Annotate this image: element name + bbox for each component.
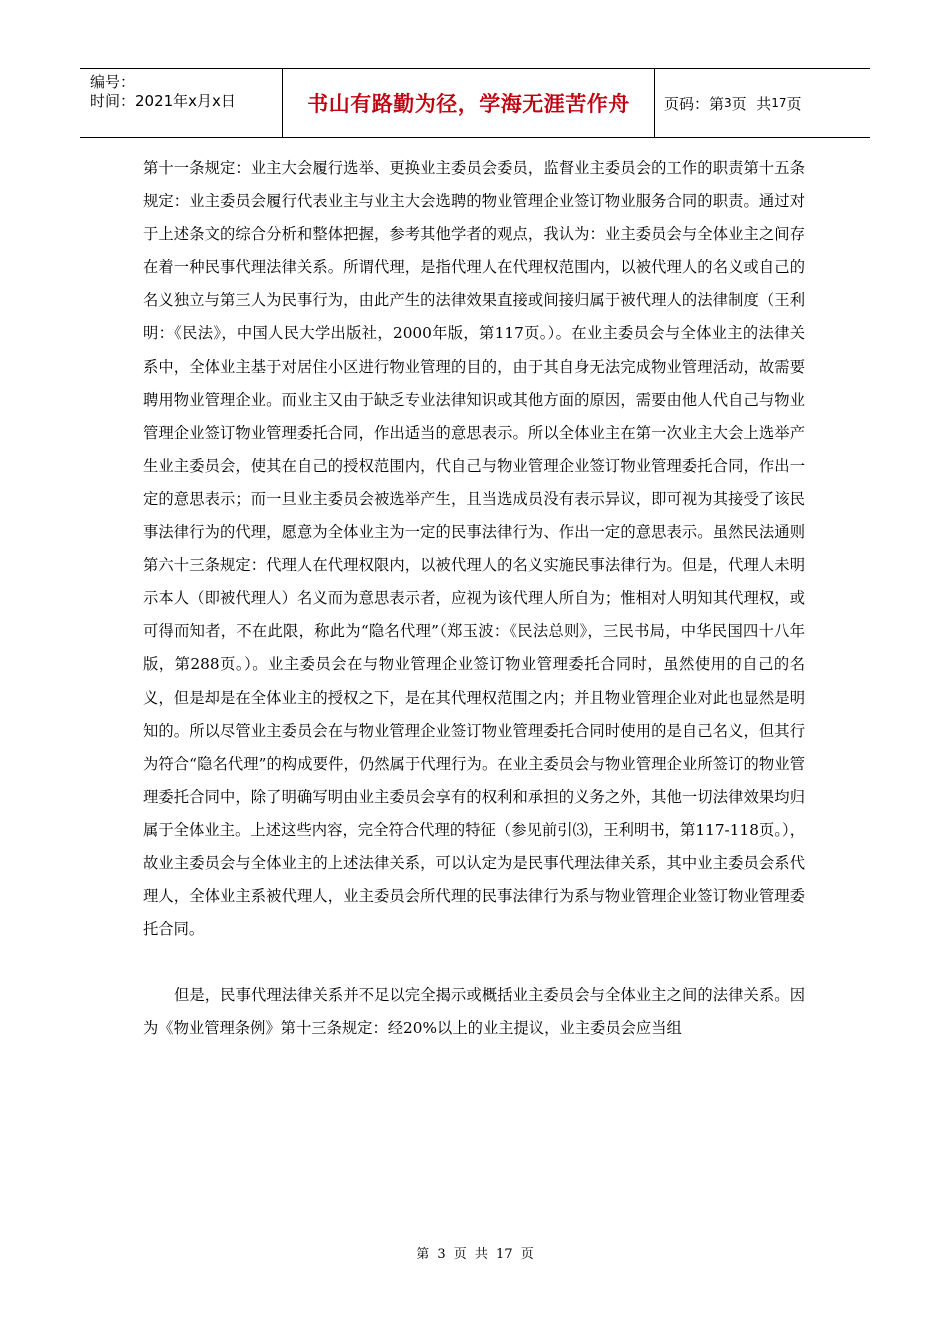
document-time-label: 时间：2021年x月x日: [90, 92, 236, 110]
page-header: [80, 68, 870, 138]
page-middle: 页 共: [731, 94, 772, 113]
page-prefix: 页码：第: [664, 94, 725, 113]
page-footer: 第 3 页 共 17 页: [416, 1247, 534, 1262]
page-total: 17: [771, 96, 787, 110]
header-info-cell: [80, 69, 282, 137]
page-suffix: 页: [786, 94, 802, 113]
document-body: [143, 152, 805, 1045]
page-current: 3: [724, 96, 732, 110]
header-motto: 书山有路勤为径，学海无涯苦作舟: [282, 69, 655, 137]
body-paragraph-1: 第十一条规定：业主大会履行选举、更换业主委员会委员，监督业主委员会的工作的职责第十五条规定：业主委员会履行代表业主与业主大会选聘的物业管理企业签订物业服务合同的职责。通过对于上述条文的综合分析和整体把握，参考其他学者的观点，我认为：业主委员会与全体业主之间存在着一种民事代理法律关系。所谓代理，是指代理人在代理权范围内，以被代理人的名义或自己的名义独立与第三人为民事行为，由此产生的法律效果直接或间接归属于被代理人的法律制度（王利明：《民法》，中国人民大学出版社，2000年版，第117页。）。在业主委员会与全体业主的法律关系中，全体业主基于对居住小区进行物业管理的目的，由于其自身无法完成物业管理活动，故需要聘用物业管理企业。而业主又由于缺乏专业法律知识或其他方面的原因，需要由他人代自己与物业管理企业签订物业管理委托合同，作出适当的意思表示。所以全体业主在第一次业主大会上选举产生业主委员会，使其在自己的授权范围内，代自己与物业管理企业签订物业管理委托合同，作出一定的意思表示；而一旦业主委员会被选举产生，且当选成员没有表示异议，即可视为其接受了该民事法律行为的代理，愿意为全体业主为一定的民事法律行为、作出一定的意思表示。虽然民法通则第六十三条规定：代理人在代理权限内，以被代理人的名义实施民事法律行为。但是，代理人未明示本人（即被代理人）名义而为意思表示者，应视为该代理人所自为；惟相对人明知其代理权，或可得而知者，不在此限，称此为“隐名代理”（郑玉波：《民法总则》，三民书局，中华民国四十八年版，第288页。）。业主委员会在与物业管理企业签订物业管理委托合同时，虽然使用的自己的名义，但是却是在全体业主的授权之下，是在其代理权范围之内；并且物业管理企业对此也显然是明知的。所以尽管业主委员会在与物业管理企业签订物业管理委托合同时使用的是自己名义，但其行为符合“隐名代理”的构成要件，仍然属于代理行为。在业主委员会与物业管理企业所签订的物业管理委托合同中，除了明确写明由业主委员会享有的权利和承担的义务之外，其他一切法律效果均归属于全体业主。上述这些内容，完全符合代理的特征（参见前引⑶，王利明书，第117-118页。），故业主委员会与全体业主的上述法律关系，可以认定为是民事代理法律关系，其中业主委员会系代理人，全体业主系被代理人，业主委员会所代理的民事法律行为系与物业管理企业签订物业管理委托合同。: [143, 159, 805, 939]
document-number-label: 编号：: [90, 73, 136, 91]
header-page-indicator: [655, 69, 870, 137]
body-paragraph-2: 但是，民事代理法律关系并不足以完全揭示或概括业主委员会与全体业主之间的法律关系。因为《物业管理条例》第十三条规定：经20%以上的业主提议，业主委员会应当组: [143, 986, 805, 1038]
